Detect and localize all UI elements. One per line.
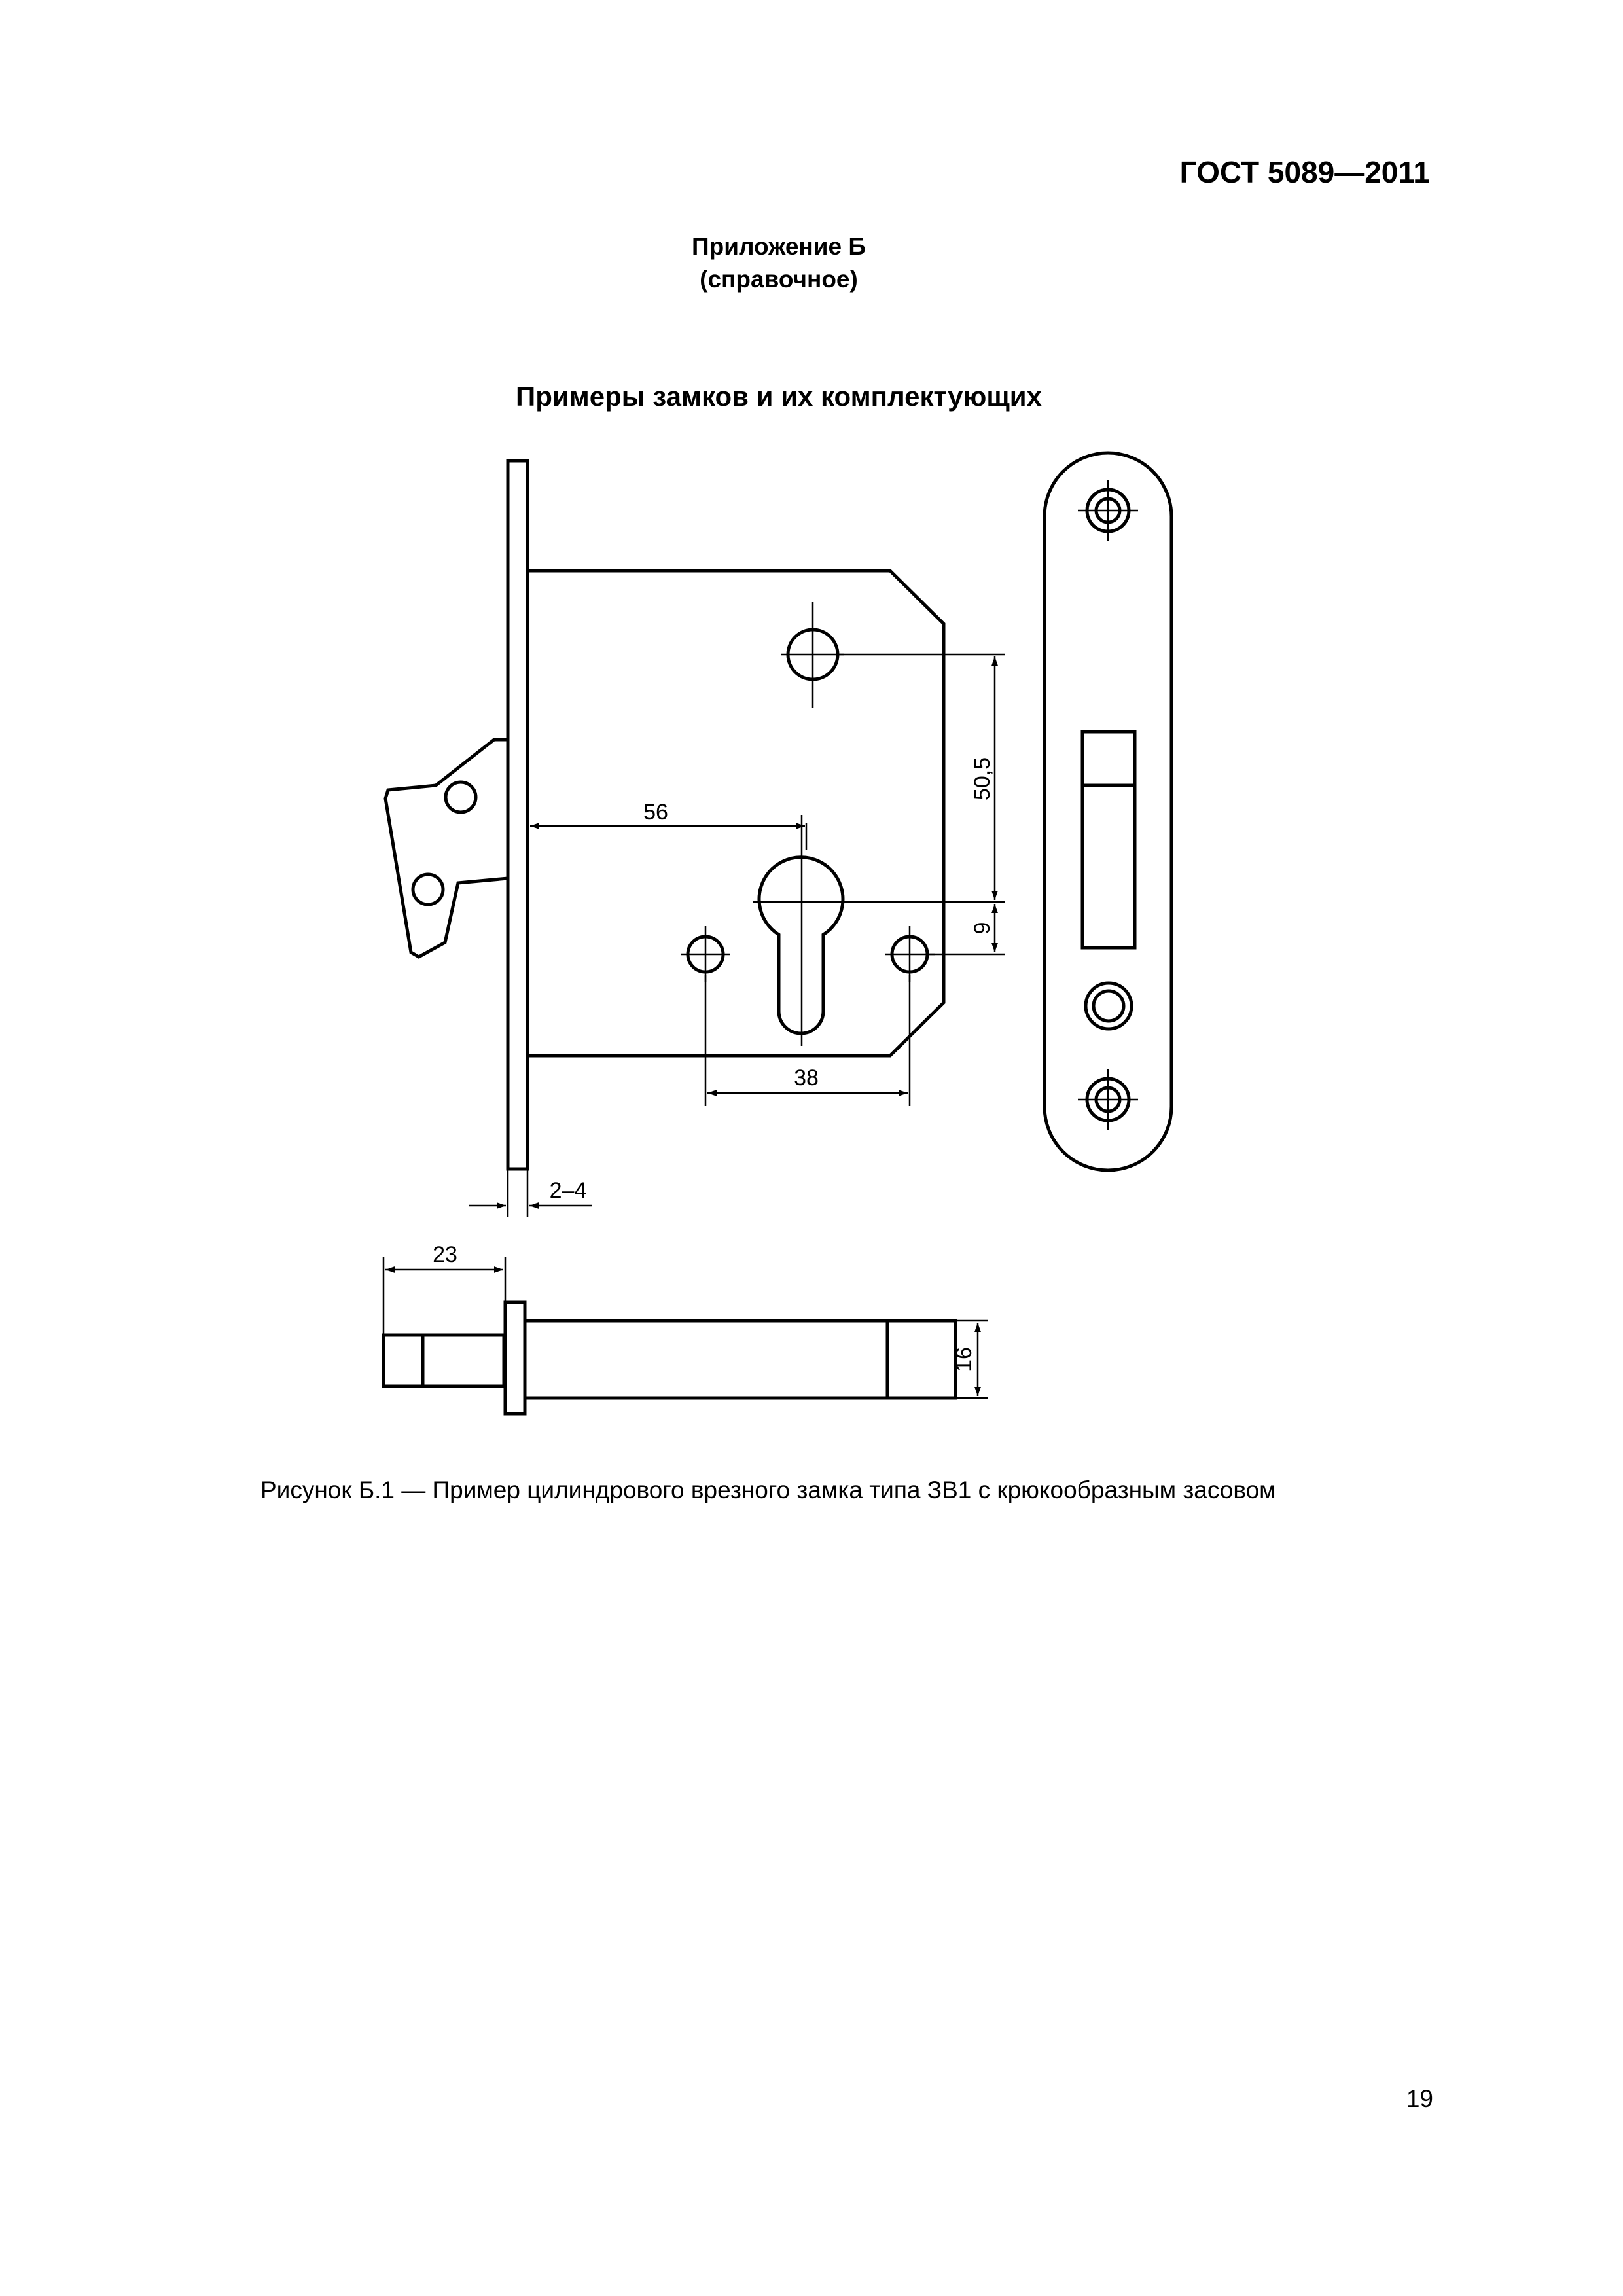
hook-bolt bbox=[385, 740, 508, 957]
dimension-38 bbox=[705, 975, 910, 1106]
section-title: Примеры замков и их комплектующих bbox=[516, 381, 1042, 412]
document-id: ГОСТ 5089—2011 bbox=[1179, 155, 1430, 189]
dimension-9-label: 9 bbox=[970, 922, 995, 935]
cylinder-cutout bbox=[753, 815, 851, 1046]
dimension-50-5-label: 50,5 bbox=[970, 757, 995, 801]
dimension-9 bbox=[970, 904, 995, 952]
dimension-50-5 bbox=[838, 655, 1005, 954]
annex-kind: (справочное) bbox=[700, 266, 858, 293]
dimension-23-label: 23 bbox=[433, 1242, 457, 1267]
dimension-56 bbox=[530, 800, 806, 850]
figure-caption: Рисунок Б.1 — Пример цилиндрового врезного замка типа ЗВ1 с крюкообразным засовом bbox=[260, 1477, 1276, 1503]
lock-body bbox=[527, 571, 944, 1056]
annex-title: Приложение Б bbox=[692, 233, 866, 260]
dimension-56-label: 56 bbox=[643, 800, 668, 825]
lower-hole-left bbox=[681, 926, 730, 982]
dimension-38-label: 38 bbox=[794, 1066, 819, 1090]
dimension-2-4-label: 2–4 bbox=[549, 1178, 587, 1203]
page-number: 19 bbox=[1406, 2085, 1433, 2112]
front-plate bbox=[508, 461, 527, 1169]
dimension-2-4 bbox=[469, 1169, 592, 1217]
lower-hole-right bbox=[885, 926, 935, 982]
strike-plate bbox=[1044, 453, 1171, 1170]
dimension-23 bbox=[383, 1242, 505, 1335]
dimension-16-label: 16 bbox=[952, 1347, 976, 1372]
upper-hole bbox=[781, 602, 844, 708]
cylinder-side-view bbox=[383, 1302, 955, 1414]
